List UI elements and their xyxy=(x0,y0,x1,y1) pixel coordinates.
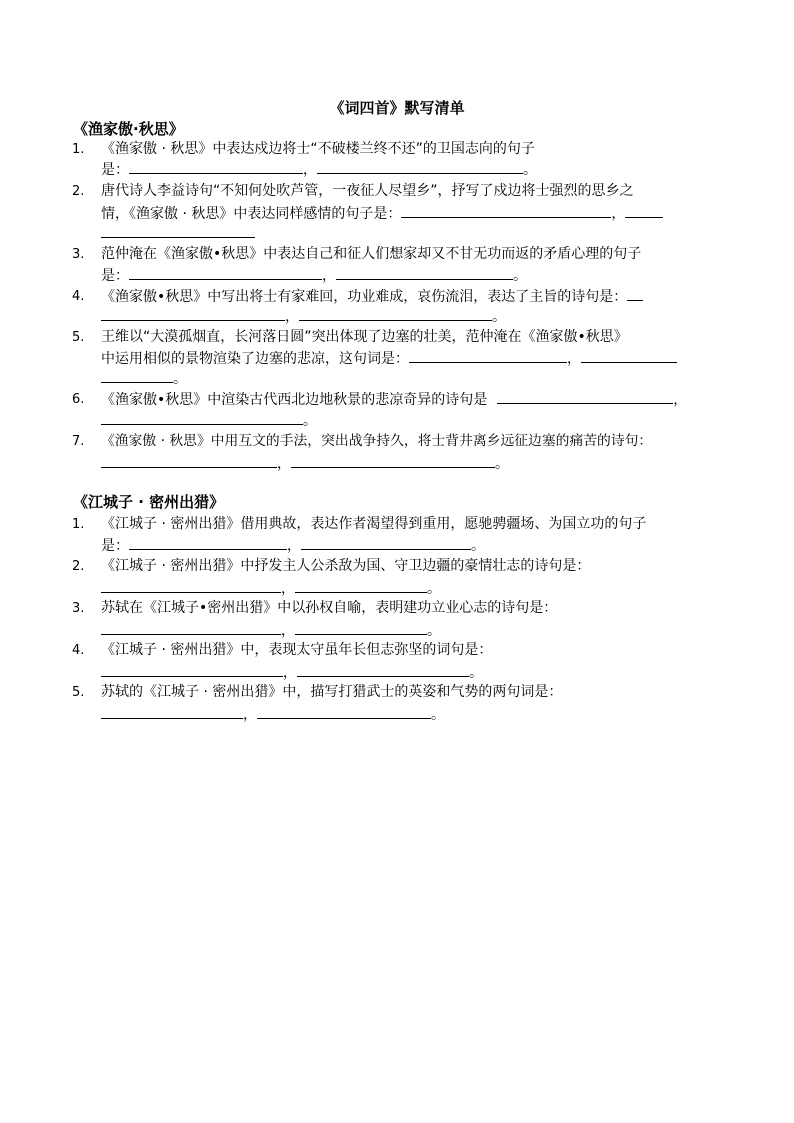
answer-blank[interactable] xyxy=(336,265,513,280)
end-mark: 。 xyxy=(495,456,509,472)
item-number: 5. xyxy=(72,330,85,345)
item-number: 3. xyxy=(72,601,85,616)
answer-line xyxy=(101,410,317,431)
item-number: 2. xyxy=(72,184,85,199)
question-text: 《渔家傲 · 秋思》中用互文的手法，突出战争持久，将士背井离乡远征边塞的痛苦的诗句： xyxy=(101,433,653,449)
answer-blank[interactable] xyxy=(129,265,322,280)
answer-blank[interactable] xyxy=(497,389,673,404)
question-text: 范仲淹在《渔家傲•秋思》中表达自己和征人们想家却又不甘无功而返的矛盾心理的句子 xyxy=(101,246,642,262)
question-text-body: 《渔家傲•秋思》中写出将士有家难回，功业难成，哀伤流泪，表达了主旨的诗句是： xyxy=(101,289,628,305)
separator: ， xyxy=(322,268,336,284)
section-heading-jiangchengzi: 《江城子 · 密州出猎》 xyxy=(73,493,225,511)
item-number: 6. xyxy=(72,392,85,407)
answer-line xyxy=(101,159,537,180)
answer-prefix: 中运用相似的景物渲染了边塞的悲凉，这句词是： xyxy=(101,351,409,367)
end-mark: 。 xyxy=(173,371,187,387)
answer-blank[interactable] xyxy=(301,535,471,550)
separator: ， xyxy=(281,581,295,597)
separator: ， xyxy=(243,707,257,723)
answer-prefix: 是： xyxy=(101,268,129,284)
answer-blank[interactable] xyxy=(291,453,495,468)
answer-blank[interactable] xyxy=(297,662,469,677)
answer-line xyxy=(101,265,527,286)
end-mark: 。 xyxy=(431,707,445,723)
question-text: 《江城子 · 密州出猎》借用典故，表达作者渴望得到重用，愿驰骋疆场、为国立功的句子 xyxy=(101,516,647,532)
question-text: 苏轼的《江城子 · 密州出猎》中，描写打猎武士的英姿和气势的两句词是： xyxy=(101,684,563,700)
answer-blank[interactable] xyxy=(627,286,643,301)
answer-blank[interactable] xyxy=(101,620,281,635)
item-number: 3. xyxy=(72,247,85,262)
end-mark: 。 xyxy=(303,413,317,429)
end-mark: 。 xyxy=(492,309,506,325)
answer-blank[interactable] xyxy=(101,410,303,425)
item-number: 2. xyxy=(72,559,85,574)
end-mark: 。 xyxy=(427,623,441,639)
answer-blank[interactable] xyxy=(295,578,427,593)
answer-blank[interactable] xyxy=(101,368,173,383)
question-text: 《江城子 · 密州出猎》中，表现太守虽年长但志弥坚的词句是： xyxy=(101,642,493,658)
question-text: 《渔家傲 · 秋思》中表达戍边将士“不破楼兰终不还”的卫国志向的句子 xyxy=(101,141,535,157)
item-number: 4. xyxy=(72,289,85,304)
answer-line xyxy=(101,368,187,389)
answer-blank[interactable] xyxy=(409,348,567,363)
answer-blank[interactable] xyxy=(129,159,303,174)
question-text-body: 《渔家傲•秋思》中渲染古代西北边地秋景的悲凉奇异的诗句是 xyxy=(101,392,488,408)
answer-prefix: 情，《渔家傲 · 秋思》中表达同样感情的句子是： xyxy=(101,206,402,222)
answer-blank[interactable] xyxy=(101,306,285,321)
answer-line xyxy=(101,306,506,327)
separator: ， xyxy=(303,162,317,178)
question-text: 王维以“大漠孤烟直，长河落日圆”突出体现了边塞的壮美，范仲淹在《渔家傲•秋思》 xyxy=(101,329,628,345)
separator: ， xyxy=(277,456,291,472)
answer-line xyxy=(101,620,441,641)
answer-blank[interactable] xyxy=(401,203,611,218)
answer-blank[interactable] xyxy=(257,704,431,719)
section-heading-yujiaao: 《渔家傲·秋思》 xyxy=(73,120,184,138)
end-mark: 。 xyxy=(523,162,537,178)
answer-line xyxy=(101,203,663,224)
answer-line xyxy=(101,704,445,725)
answer-line xyxy=(101,348,677,369)
question-text xyxy=(101,286,643,307)
answer-line xyxy=(101,578,441,599)
item-number: 1. xyxy=(72,142,85,157)
end-mark: 。 xyxy=(427,581,441,597)
answer-blank[interactable] xyxy=(625,203,663,218)
item-number: 1. xyxy=(72,517,85,532)
answer-blank[interactable] xyxy=(129,535,287,550)
answer-line xyxy=(101,535,485,556)
question-text: 唐代诗人李益诗句“不知何处吹芦管，一夜征人尽望乡”，抒写了戍边将士强烈的思乡之 xyxy=(101,183,634,199)
question-text xyxy=(101,389,687,410)
answer-line xyxy=(101,223,255,244)
item-number: 7. xyxy=(72,434,85,449)
answer-line xyxy=(101,662,483,683)
end-mark: 。 xyxy=(471,538,485,554)
answer-line xyxy=(101,453,509,474)
question-text: 苏轼在《江城子•密州出猎》中以孙权自喻，表明建功立业心志的诗句是： xyxy=(101,600,558,616)
question-text: 《江城子 · 密州出猎》中抒发主人公杀敌为国、守卫边疆的豪情壮志的诗句是： xyxy=(101,558,591,574)
separator: ， xyxy=(285,309,299,325)
answer-blank[interactable] xyxy=(295,620,427,635)
separator: ， xyxy=(673,392,688,408)
separator: ， xyxy=(611,206,626,222)
page-title: 《词四首》默写清单 xyxy=(329,99,465,117)
separator: ， xyxy=(283,665,297,681)
separator: ， xyxy=(281,623,295,639)
separator: ， xyxy=(287,538,301,554)
answer-blank[interactable] xyxy=(581,348,677,363)
item-number: 4. xyxy=(72,643,85,658)
answer-blank[interactable] xyxy=(101,223,255,238)
answer-blank[interactable] xyxy=(101,453,277,468)
answer-prefix: 是： xyxy=(101,538,129,554)
separator: ， xyxy=(567,351,581,367)
answer-prefix: 是： xyxy=(101,162,129,178)
end-mark: 。 xyxy=(513,268,527,284)
answer-blank[interactable] xyxy=(299,306,492,321)
answer-blank[interactable] xyxy=(317,159,523,174)
answer-blank[interactable] xyxy=(101,662,283,677)
answer-blank[interactable] xyxy=(101,704,243,719)
answer-blank[interactable] xyxy=(101,578,281,593)
item-number: 5. xyxy=(72,685,85,700)
end-mark: 。 xyxy=(469,665,483,681)
